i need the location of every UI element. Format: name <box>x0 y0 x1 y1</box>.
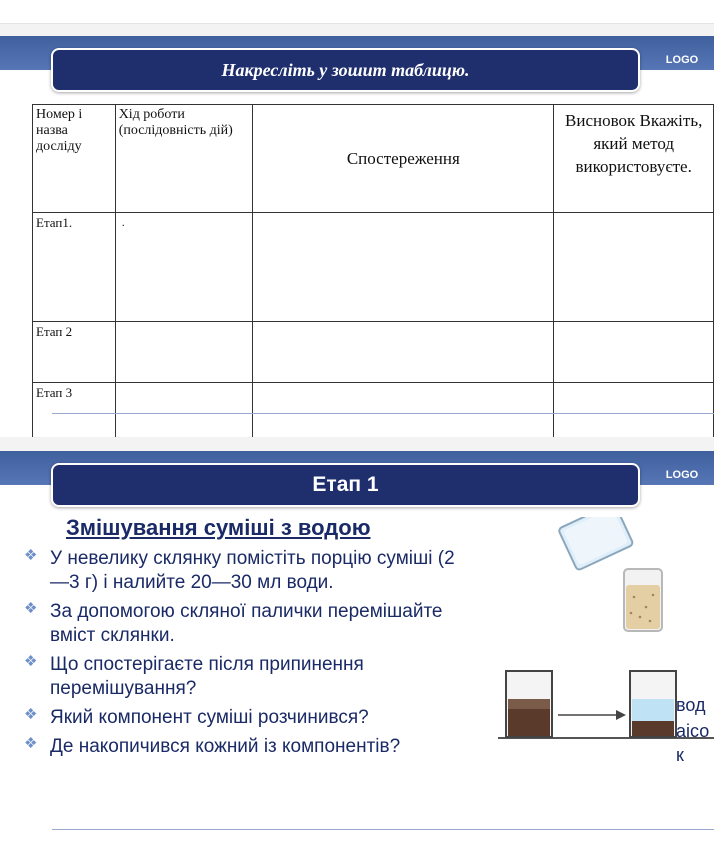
list-item: ❖ За допомогою скляної палички перемішайте вміст склянки. <box>24 600 443 646</box>
beaker-separated-icon <box>630 671 676 737</box>
slide-separator-top <box>0 24 714 36</box>
label-sand-line1: аісо <box>676 721 710 741</box>
stage-cell: Етап 2 <box>33 322 116 383</box>
stage-cell: Етап1. <box>33 213 116 322</box>
procedure-cell <box>115 383 253 438</box>
diamond-bullet-icon: ❖ <box>24 600 38 617</box>
header-conclusion: Висновок Вкажіть, який метод використовуєте. <box>554 105 714 213</box>
slide-title: Накресліть у зошит таблицю. <box>51 48 640 92</box>
diamond-bullet-icon: ❖ <box>24 653 38 670</box>
list-item: ❖ У невелику склянку помістіть порцію суміші (2—3 г) і налийте 20—30 мл води. <box>24 547 455 593</box>
table-row <box>33 383 714 438</box>
list-item: ❖ Що спостерігаєте після припинення перемішування? <box>24 653 364 699</box>
instruction-list <box>24 547 469 764</box>
header-observations: Спостереження <box>253 105 554 213</box>
logo: LOGO <box>665 54 699 66</box>
table-row <box>33 213 714 322</box>
diamond-bullet-icon: ❖ <box>24 706 38 723</box>
beaker-mixed-icon <box>506 671 552 737</box>
conclusion-cell <box>554 213 714 322</box>
observation-cell <box>253 213 554 322</box>
header-number: Номер і назва досліду <box>33 105 116 213</box>
label-sand-line2: к <box>676 745 684 765</box>
procedure-cell <box>115 322 253 383</box>
slide-separator <box>0 437 714 451</box>
slide-title: Етап 1 <box>51 463 640 507</box>
stage-cell: Етап 3 <box>33 383 116 438</box>
slide-table <box>0 36 714 437</box>
conclusion-cell <box>554 383 714 438</box>
beaker-with-mixture-icon <box>624 569 662 631</box>
experiment-table <box>32 104 714 437</box>
logo: LOGO <box>665 469 699 481</box>
observation-cell <box>253 322 554 383</box>
slide-subtitle: Змішування суміші з водою <box>66 515 371 540</box>
arrow-right-icon <box>558 710 626 720</box>
header-procedure: Хід роботи (послідовність дій) <box>115 105 253 213</box>
page-top-gap <box>0 0 714 24</box>
procedure-cell: . <box>115 213 253 322</box>
pouring-glass-icon <box>558 517 634 571</box>
slide-divider <box>52 829 714 830</box>
table-row <box>33 322 714 383</box>
slide-divider <box>52 413 714 414</box>
observation-cell <box>253 383 554 438</box>
diamond-bullet-icon: ❖ <box>24 735 38 752</box>
conclusion-cell <box>554 322 714 383</box>
label-sand <box>676 719 709 767</box>
experiment-table-wrapper <box>32 104 714 437</box>
slide-stage-1 <box>0 451 714 848</box>
label-water: вод <box>676 695 706 715</box>
list-item: ❖ Де накопичився кожний із компонентів? <box>24 735 401 757</box>
table-header-row <box>33 105 714 213</box>
diamond-bullet-icon: ❖ <box>24 547 38 564</box>
list-item: ❖ Який компонент суміші розчинився? <box>24 706 369 728</box>
